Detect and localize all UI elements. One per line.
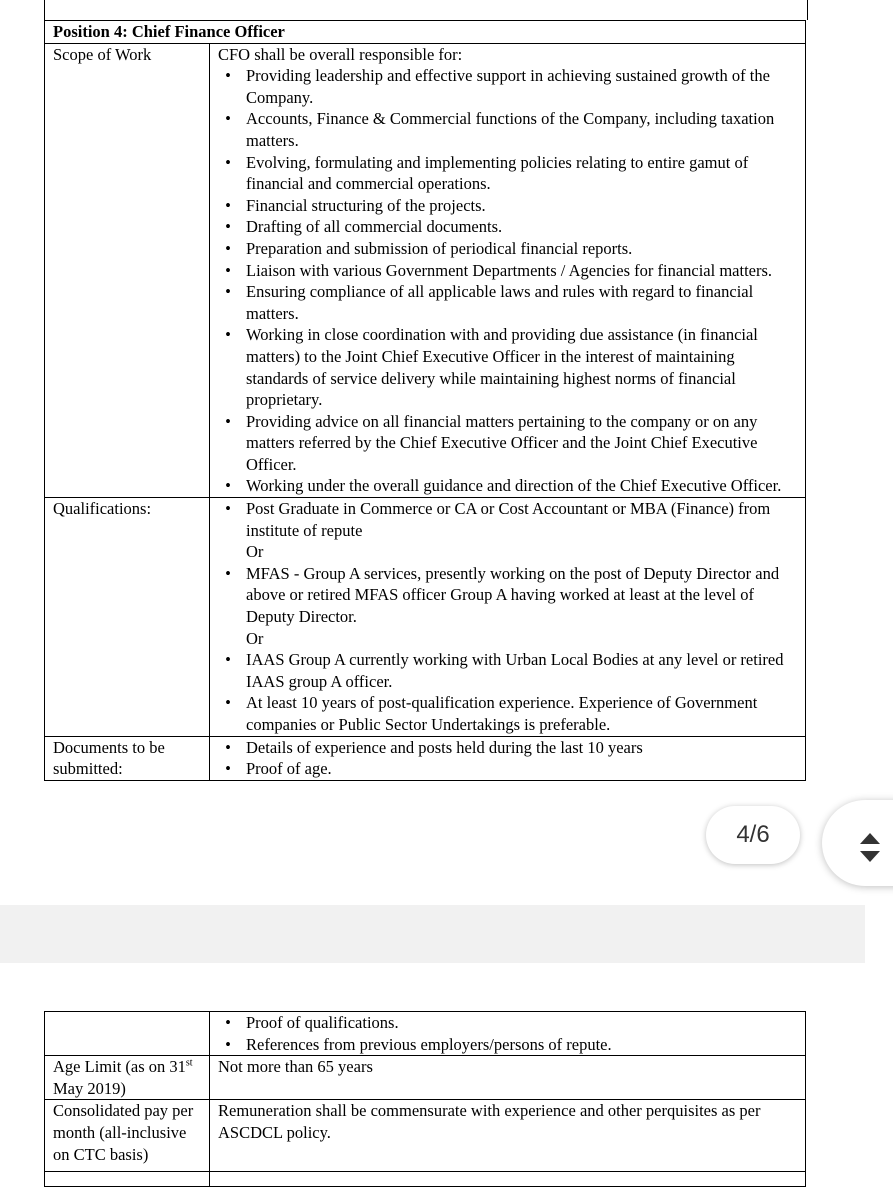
list-item: • Evolving, formulating and implementing policies relating to entire gamut of financial and commercial operations. <box>246 152 799 195</box>
list-item: • Details of experience and posts held during the last 10 years <box>246 737 799 759</box>
list-item <box>246 498 799 563</box>
or-text: Or <box>246 542 264 562</box>
documents-list <box>218 737 799 780</box>
chevron-up-icon[interactable] <box>860 833 880 844</box>
table-top-fragment <box>44 0 808 20</box>
next-row-label <box>45 1172 210 1187</box>
position-table <box>44 20 806 781</box>
page-indicator: 4/6 <box>706 806 800 864</box>
age-label-text: Age Limit (as on 31 <box>53 1057 186 1077</box>
scope-intro: CFO shall be overall responsible for: <box>218 44 463 64</box>
pay-label: Consolidated pay per month (all-inclusive on CTC basis) <box>45 1100 210 1172</box>
list-item: • Proof of age. <box>246 758 799 780</box>
list-item: • At least 10 years of post-qualification experience. Experience of Government companies or Public Sector Undertakings is preferable. <box>246 692 799 735</box>
list-item: • IAAS Group A currently working with Urban Local Bodies at any level or retired IAAS group A officer. <box>246 649 799 692</box>
list-item: • Providing advice on all financial matters pertaining to the company or on any matters referred by the Chief Executive Officer and the Joint Chief Executive Officer. <box>246 411 799 476</box>
list-item: • Drafting of all commercial documents. <box>246 216 799 238</box>
age-label-text-end: May 2019) <box>53 1078 126 1098</box>
age-limit-value: Not more than 65 years <box>210 1056 806 1100</box>
scope-list <box>218 65 799 497</box>
continuation-table <box>44 1011 806 1187</box>
list-item: • Preparation and submission of periodical financial reports. <box>246 238 799 260</box>
list-item: • Working under the overall guidance and direction of the Chief Executive Officer. <box>246 475 799 497</box>
or-text: Or <box>246 628 264 648</box>
list-item: • Ensuring compliance of all applicable laws and rules with regard to financial matters. <box>246 281 799 324</box>
page-nav-control[interactable] <box>822 800 893 886</box>
list-item: • Accounts, Finance & Commercial functions of the Company, including taxation matters. <box>246 108 799 151</box>
list-item: • Providing leadership and effective support in achieving sustained growth of the Company. <box>246 65 799 108</box>
list-item <box>246 563 799 649</box>
qualifications-label: Qualifications: <box>45 498 210 737</box>
qualification-text: Post Graduate in Commerce or CA or Cost Accountant or MBA (Finance) from institute of repute <box>246 499 771 540</box>
list-item: • Working in close coordination with and providing due assistance (in financial matters) to the Joint Chief Executive Officer in the interest of maintaining standards of service delivery while maintaining highest norms of financial proprietary. <box>246 324 799 410</box>
qualification-text: MFAS - Group A services, presently working on the post of Deputy Director and above or retired MFAS officer Group A having worked at least at the level of Deputy Director. <box>246 563 780 627</box>
qualifications-content <box>210 498 806 737</box>
scope-label: Scope of Work <box>45 43 210 497</box>
list-item: • Financial structuring of the projects. <box>246 195 799 217</box>
documents-content <box>210 736 806 780</box>
list-item: • References from previous employers/persons of repute. <box>246 1034 799 1056</box>
scope-content <box>210 43 806 497</box>
list-item: • Proof of qualifications. <box>246 1012 799 1034</box>
page-separator <box>0 905 865 963</box>
next-row-value <box>210 1172 806 1187</box>
qualifications-list <box>218 498 799 736</box>
documents-cont-list <box>218 1012 799 1055</box>
pay-value: Remuneration shall be commensurate with experience and other perquisites as per ASCDCL policy. <box>210 1100 806 1172</box>
documents-label: Documents to be submitted: <box>45 736 210 780</box>
documents-cont-content <box>210 1012 806 1056</box>
age-limit-label <box>45 1056 210 1100</box>
chevron-down-icon[interactable] <box>860 851 880 862</box>
list-item: • Liaison with various Government Departments / Agencies for financial matters. <box>246 260 799 282</box>
age-label-sup: st <box>185 1057 193 1069</box>
empty-label-cell <box>45 1012 210 1056</box>
position-title: Position 4: Chief Finance Officer <box>45 21 806 44</box>
